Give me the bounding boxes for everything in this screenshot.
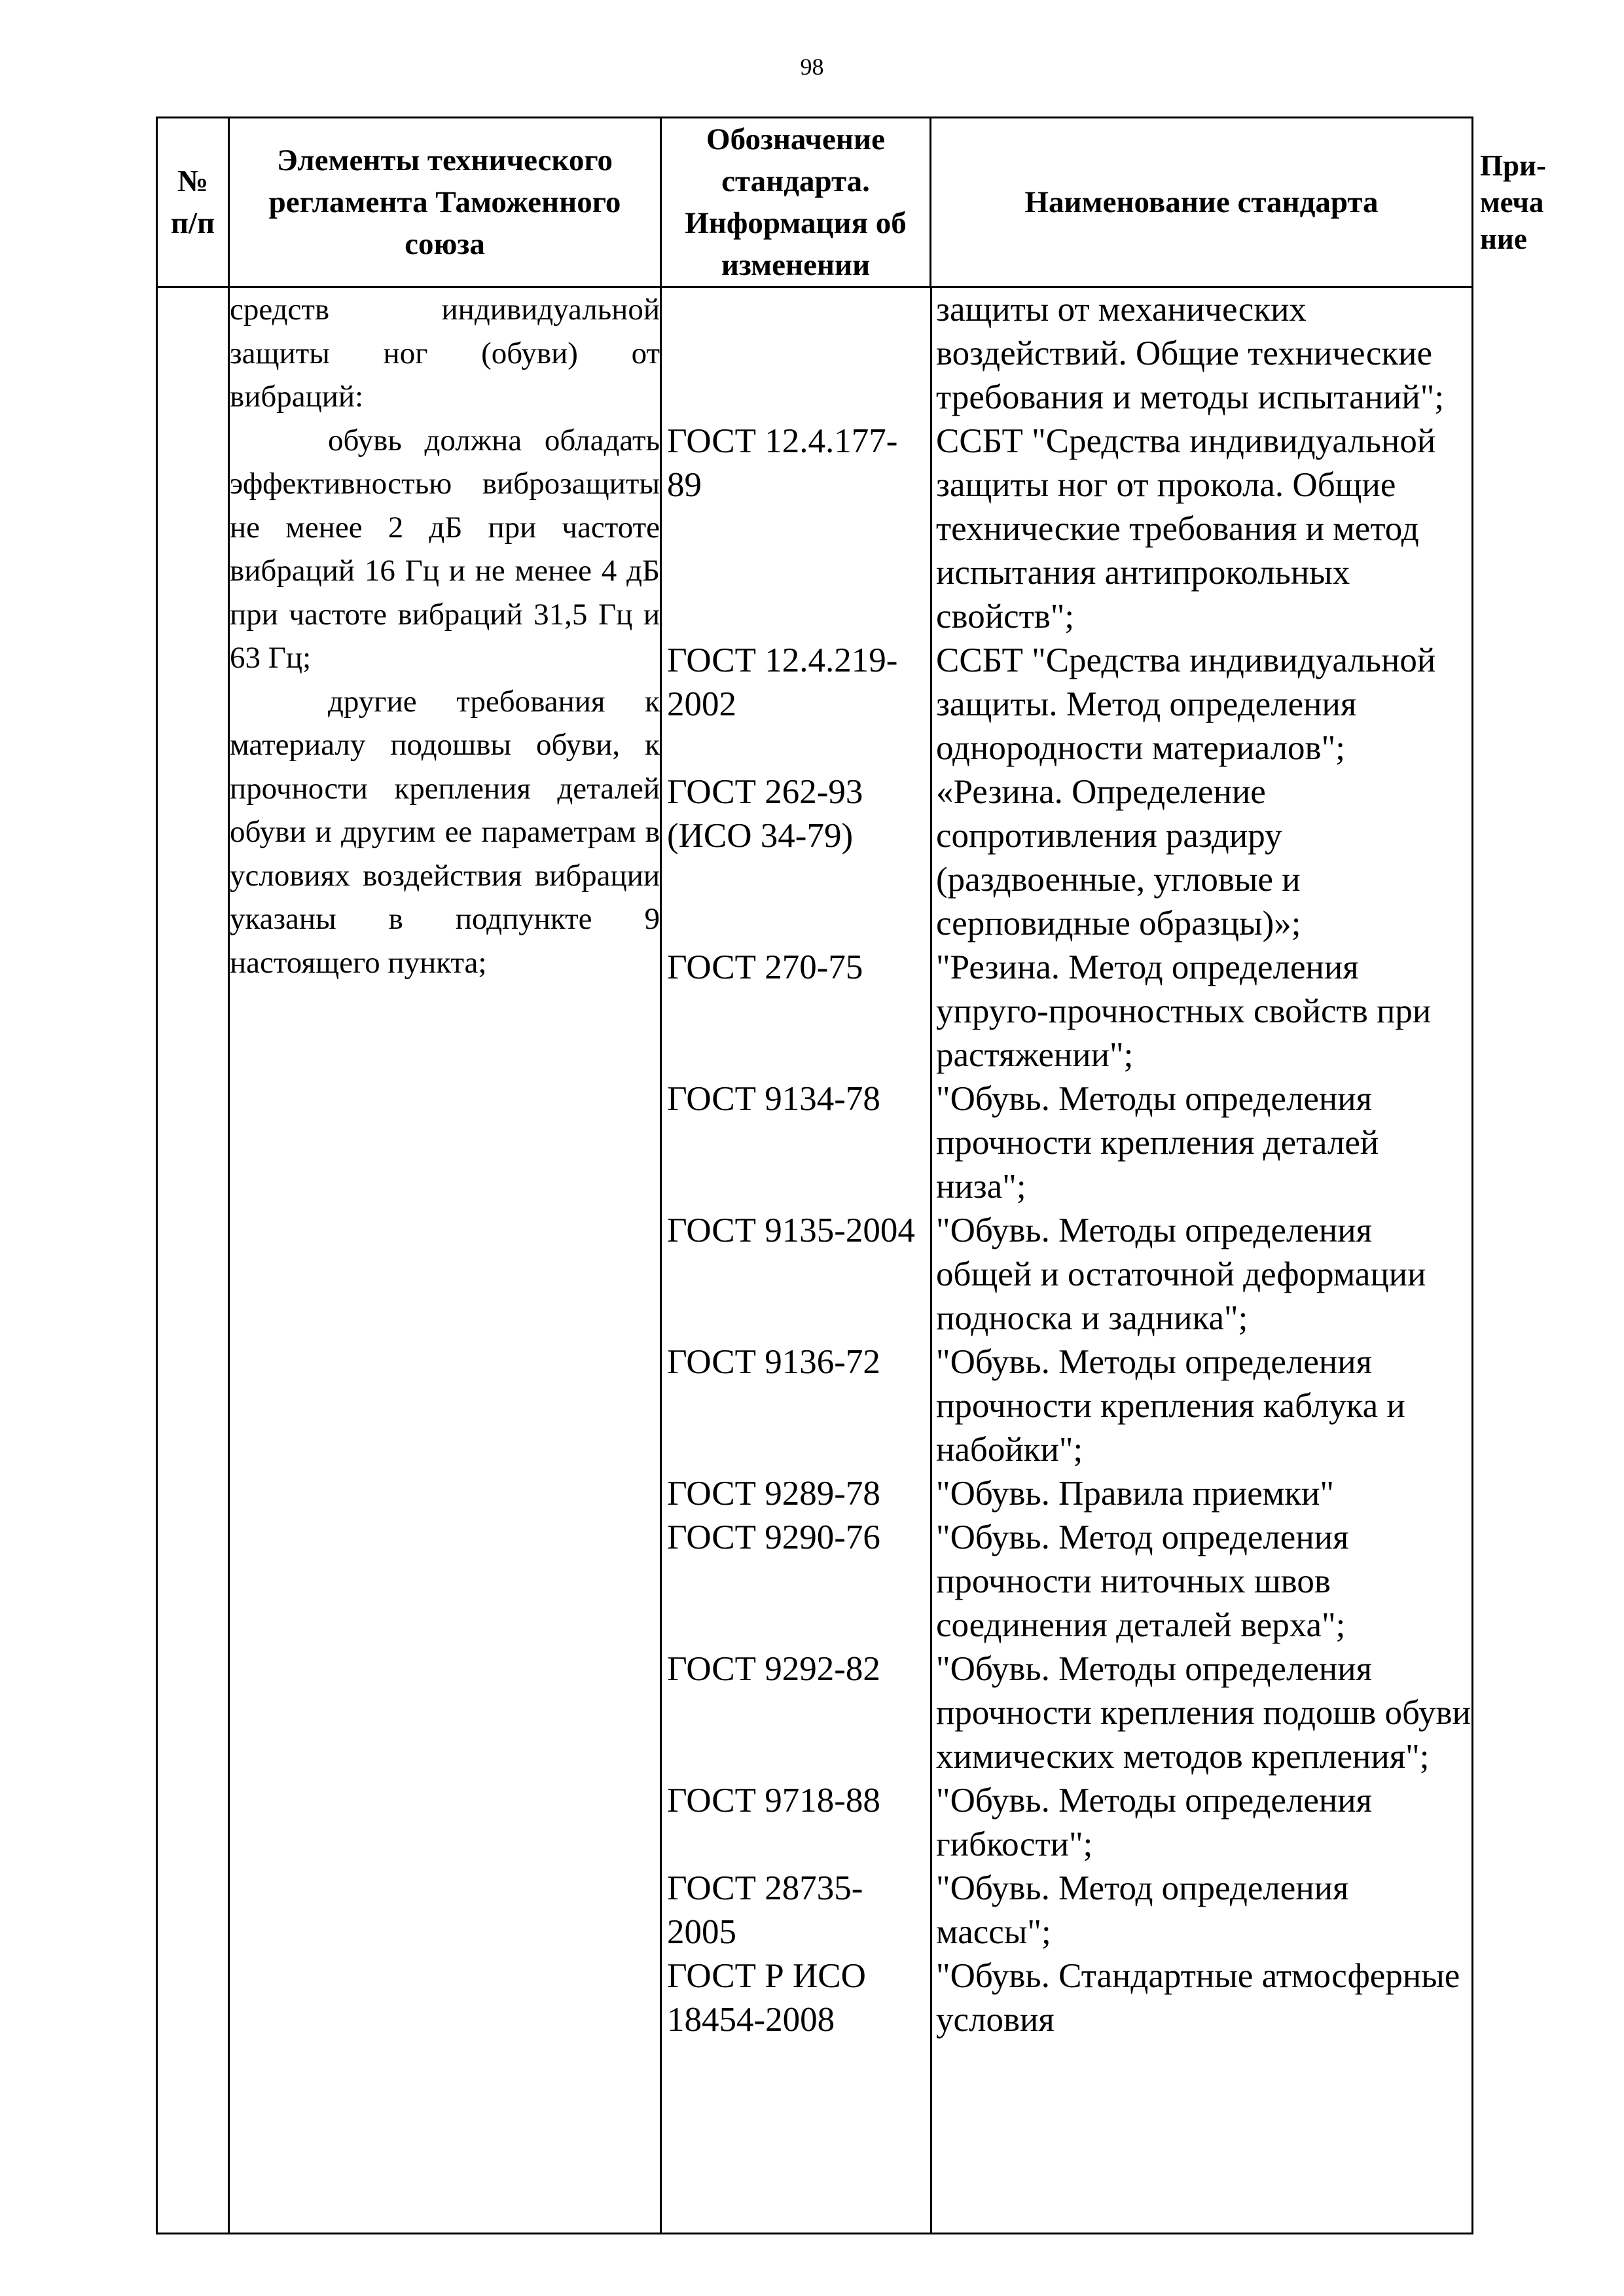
standard-name: "Обувь. Методы определения прочности крепления каблука и набойки";: [936, 1343, 1405, 1469]
header-designation: Обозначение стандарта. Информация об изменении: [661, 118, 931, 287]
elements-paragraph: другие требования к материалу подошвы обуви, к прочности крепления деталей обуви и другим ее параметрам в условиях воздействия вибрации указаны в подпункте 9 настоящего пункта;: [230, 684, 660, 980]
elements-paragraph: обувь должна обладать эффективностью виброзащиты не менее 2 дБ при частоте вибраций 16 Гц и не менее 4 дБ при частоте вибраций 31,5 Гц и 63 Гц;: [230, 423, 660, 675]
standard-name: "Обувь. Стандартные атмосферные условия: [936, 1957, 1460, 2039]
table-row: [157, 287, 1473, 2234]
standard-code: ГОСТ 262-93 (ИСО 34-79): [667, 773, 863, 855]
cell-number: [157, 287, 229, 2234]
standard-name: "Обувь. Правила приемки": [936, 1475, 1335, 1513]
standard-code: ГОСТ 270-75: [667, 948, 863, 986]
standard-row: [662, 1077, 1471, 1209]
standard-name: "Обувь. Метод определения прочности ниточных швов соединения деталей верха";: [936, 1518, 1349, 1644]
standard-row: [662, 1340, 1471, 1472]
standard-code: ГОСТ 9136-72: [667, 1343, 880, 1381]
standard-code: [662, 288, 931, 420]
standard-name: "Резина. Метод определения упруго-прочностных свойств при растяжении";: [936, 948, 1432, 1074]
standard-name: "Обувь. Методы определения прочности крепления подошв обуви химических методов крепления";: [936, 1650, 1471, 1776]
standard-code: ГОСТ 9290-76: [667, 1518, 880, 1556]
standard-row: [662, 288, 1471, 420]
standard-name: защиты от механических воздействий. Общие технические требования и методы испытаний";: [936, 291, 1445, 416]
cell-standards: [661, 287, 1473, 2234]
standard-row: [662, 1472, 1471, 1516]
standard-code: ГОСТ 9134-78: [667, 1080, 880, 1118]
standard-name: "Обувь. Методы определения гибкости";: [936, 1782, 1373, 1863]
standard-name: ССБТ "Средства индивидуальной защиты ног от прокола. Общие технические требования и метод испытания антипрокольных свойств";: [936, 422, 1436, 636]
header-name: Наименование стандарта: [931, 118, 1473, 287]
standard-row: [662, 1209, 1471, 1340]
standard-code: ГОСТ 9292-82: [667, 1650, 880, 1688]
header-number: № п/п: [157, 118, 229, 287]
standard-row: [662, 1516, 1471, 1647]
standard-name: «Резина. Определение сопротивления раздиру (раздвоенные, угловые и серповидные образцы)»;: [936, 773, 1301, 942]
standard-code: ГОСТ 12.4.219-2002: [667, 641, 898, 723]
standard-code: ГОСТ 9135-2004: [667, 1211, 915, 1249]
standard-code: ГОСТ 9289-78: [667, 1475, 880, 1513]
standard-name: "Обувь. Методы определения прочности крепления деталей низа";: [936, 1080, 1379, 1206]
standard-row: [662, 770, 1471, 946]
standard-code: ГОСТ 28735-2005: [667, 1869, 863, 1951]
header-elements: Элементы технического регламента Таможенного союза: [229, 118, 661, 287]
standard-row: [662, 1647, 1471, 1779]
standard-row: [662, 946, 1471, 1077]
standard-row: [662, 420, 1471, 639]
elements-paragraph: средств индивидуальной защиты ног (обуви) от вибраций:: [230, 293, 660, 414]
standard-row: [662, 639, 1471, 770]
standard-row: [662, 1779, 1471, 1867]
cell-elements: [229, 287, 661, 2234]
standard-code: ГОСТ 9718-88: [667, 1782, 880, 1820]
table-header-row: № п/п Элементы технического регламента Таможенного союза Обозначение стандарта. Информация об изменении Наименование стандарта При-меча ние: [157, 118, 1473, 287]
standard-code: ГОСТ 12.4.177-89: [667, 422, 898, 504]
standard-row: [662, 1954, 1471, 2042]
standard-code: ГОСТ Р ИСО 18454-2008: [667, 1957, 866, 2039]
standards-table: [156, 117, 1546, 2234]
standard-name: ССБТ "Средства индивидуальной защиты. Метод определения однородности материалов";: [936, 641, 1436, 767]
page-number: 98: [800, 54, 824, 80]
standard-name: "Обувь. Методы определения общей и остаточной деформации подноска и задника";: [936, 1211, 1426, 1337]
standards-list: [662, 288, 1471, 2042]
standard-row: [662, 1867, 1471, 1954]
standard-name: "Обувь. Метод определения массы";: [936, 1869, 1349, 1951]
